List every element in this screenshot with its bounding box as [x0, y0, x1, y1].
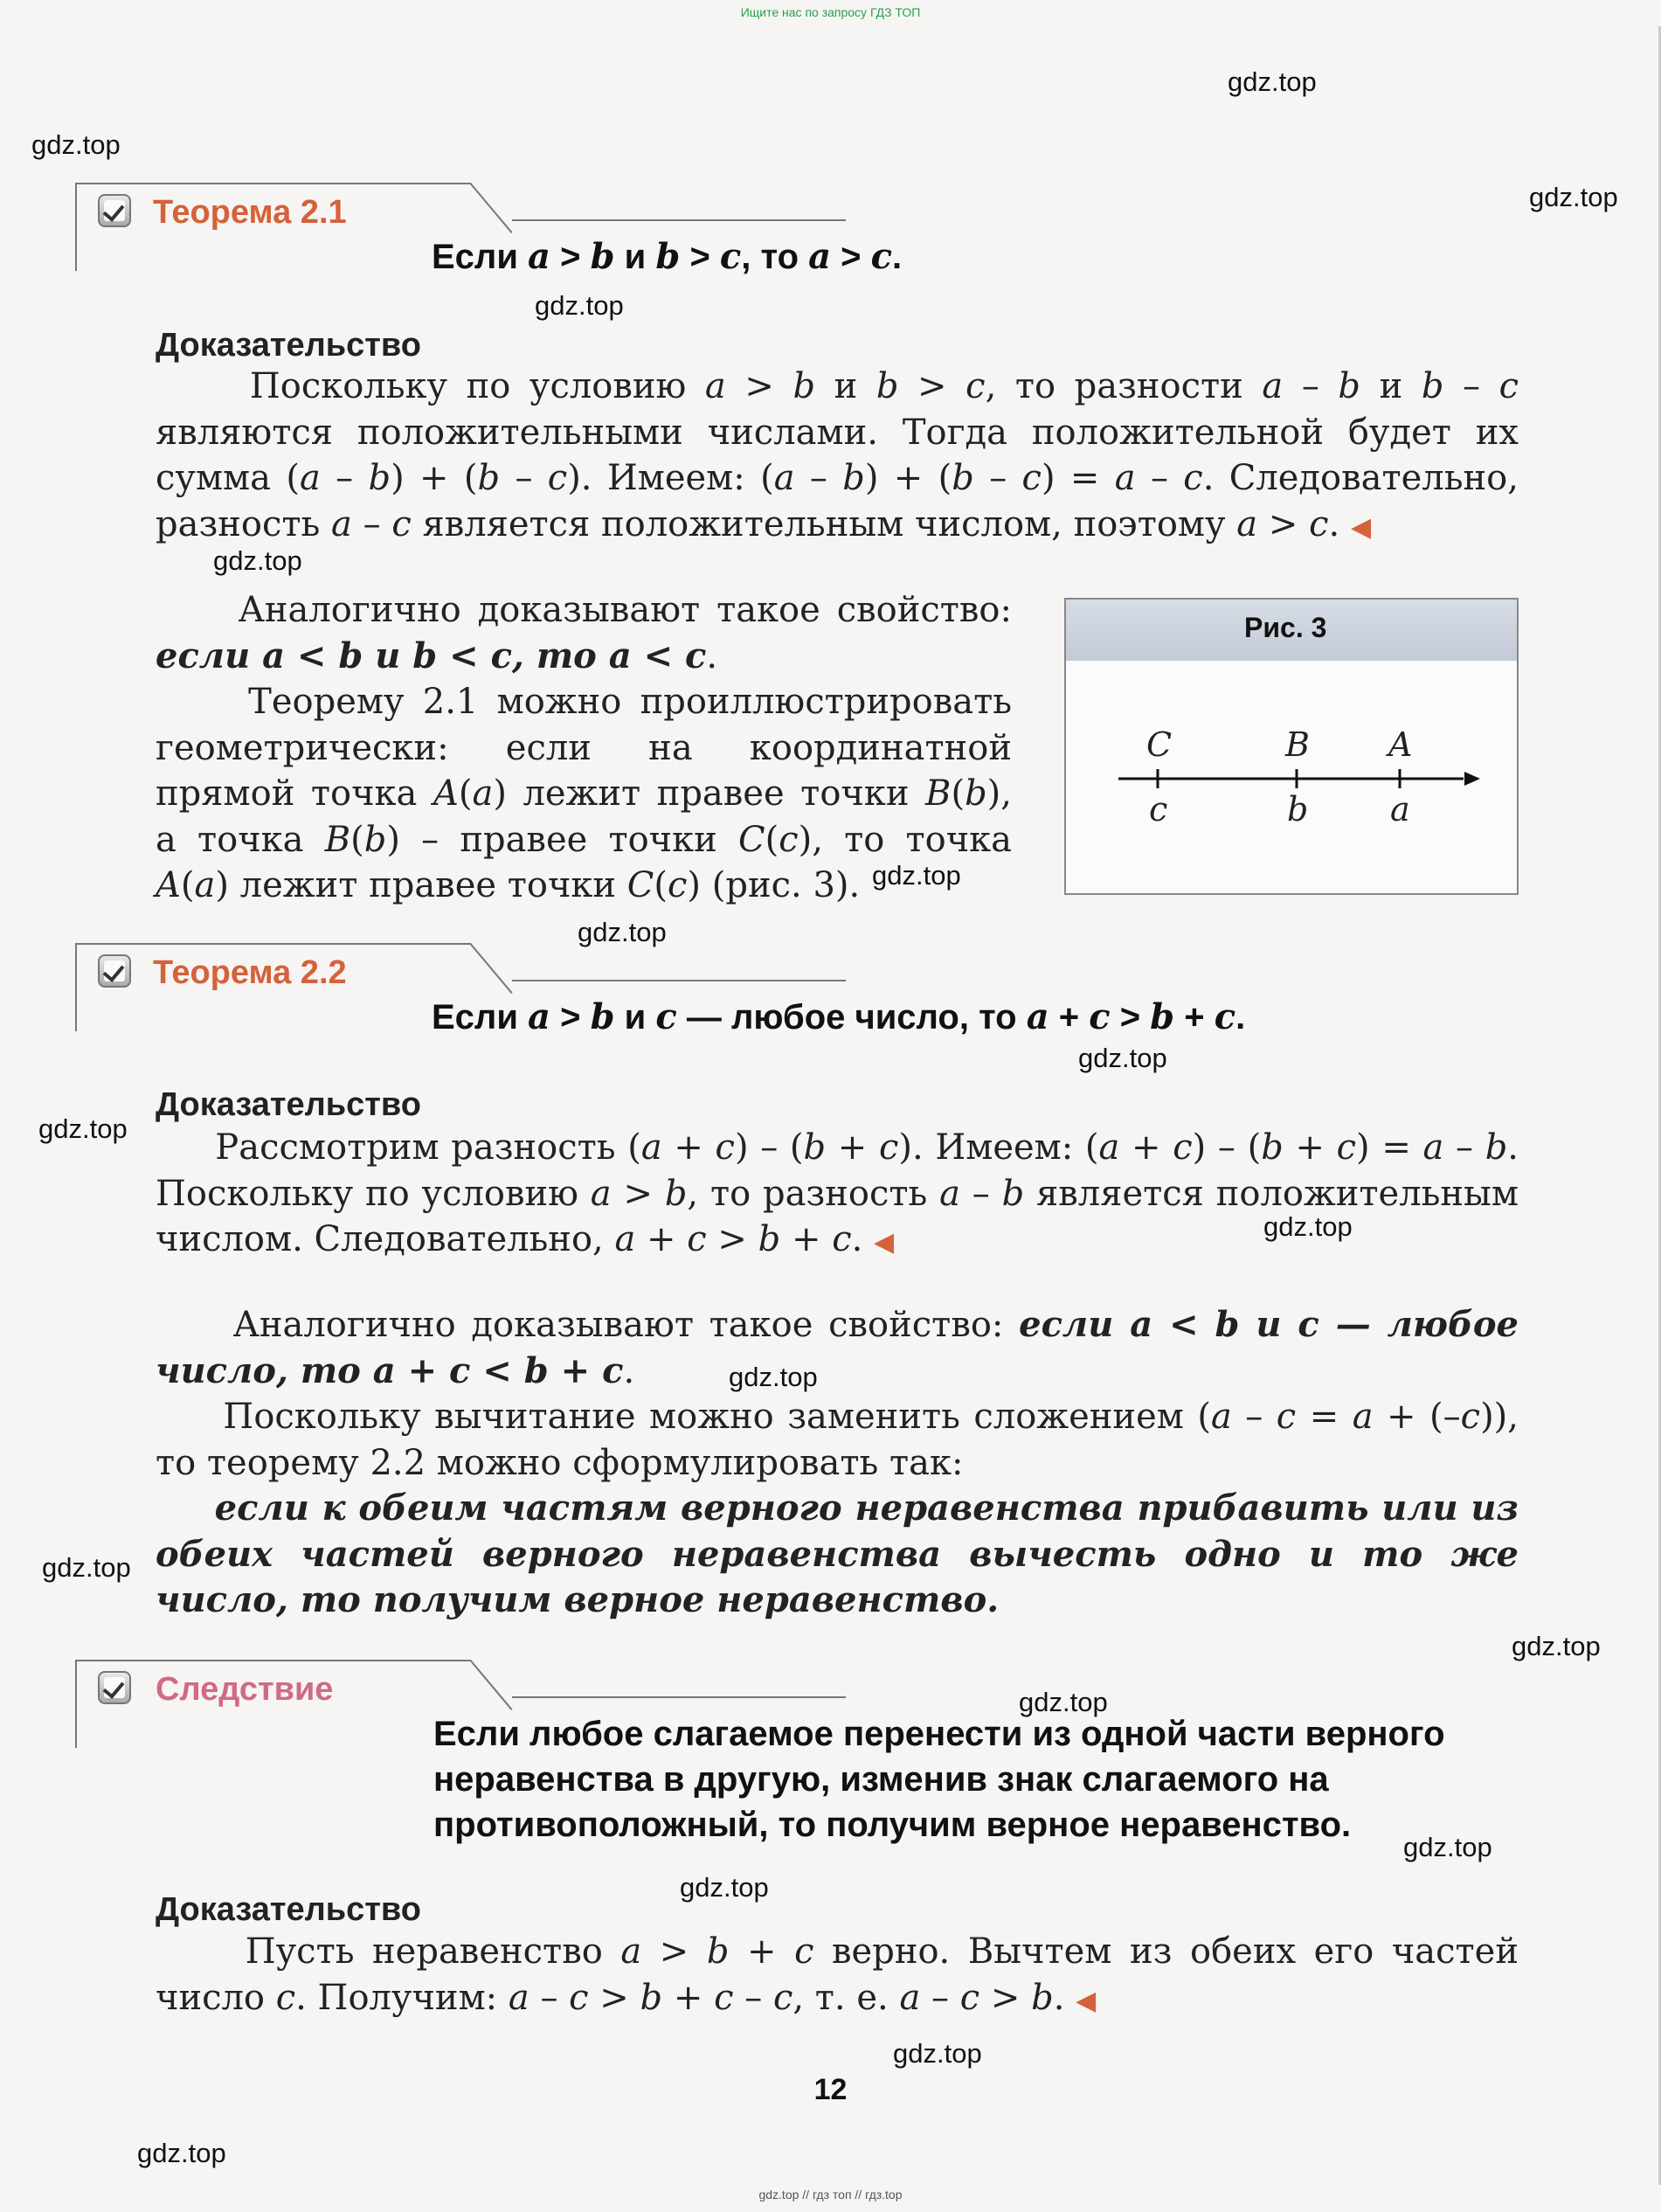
coord-label-lower: b — [1287, 790, 1309, 829]
page-number: 12 — [813, 2073, 848, 2106]
watermark: gdz.top — [680, 1872, 769, 1903]
reformulation-text: если к обеим частям верного неравенства прибавить или из обеих частей верного неравенства вычесть одно и то же число, то получим верное неравенство. — [156, 1487, 1519, 1620]
top-banner: Ищите нас по запросу ГДЗ ТОП — [740, 5, 921, 19]
corollary-statement: Если любое слагаемое перенести из одной части верного неравенства в другую, изменив знак слагаемого на противоположный, то получим верное неравенство. — [433, 1715, 1445, 1844]
frame-line — [75, 1660, 471, 1661]
watermark: gdz.top — [42, 1552, 131, 1583]
frame-line — [75, 1661, 77, 1748]
bottom-banner: gdz.top // гдз топ // гдз.top — [758, 2188, 903, 2202]
watermark: gdz.top — [1019, 1687, 1108, 1717]
theorem-statement: Если a > b и c — любое число, то a + c > b + c. — [432, 996, 1246, 1037]
figure-title: Рис. 3 — [1244, 612, 1327, 643]
frame-line — [512, 980, 846, 981]
watermark: gdz.top — [1403, 1832, 1492, 1862]
watermark: gdz.top — [872, 860, 961, 891]
figure-number-line — [1064, 598, 1519, 895]
frame-line — [75, 184, 77, 271]
theorem-check-icon — [98, 194, 131, 227]
proof-heading: Доказательство — [156, 1891, 421, 1928]
proof-text: Рассмотрим разность (a + c) – (b + c). Имеем: (a + c) – (b + c) = a – b. Поскольку по условию a > b, то разность a – b является положительным числом. Следовательно, a + c > b + c. ◀ — [156, 1127, 1519, 1259]
frame-line — [469, 943, 512, 994]
theorem-title: Теорема 2.2 — [153, 954, 347, 991]
coord-label-lower: a — [1390, 790, 1410, 829]
theorem-check-icon — [98, 954, 131, 988]
frame-line — [512, 1696, 846, 1698]
watermark: gdz.top — [137, 2138, 226, 2168]
frame-line — [75, 183, 471, 184]
frame-line — [75, 943, 471, 945]
theorem-statement: Если a > b и b > c, то a > c. — [432, 236, 903, 277]
frame-line — [469, 183, 512, 233]
proof-text: Пусть неравенство a > b + c верно. Вычтем из обеих его частей число c. Получим: a – c > b + c – c, т. е. a – c > b. ◀ — [156, 1931, 1519, 2018]
proof-heading: Доказательство — [156, 327, 421, 364]
watermark: gdz.top — [1078, 1043, 1167, 1073]
corollary-check-icon — [98, 1671, 131, 1704]
geometric-text: Теорему 2.1 можно проиллюстрировать геометрически: если на координатной прямой точка A(a) лежит правее точки B(b), а точка B(b) – правее точки C(c), то точка A(a) лежит правее точки C(c) (рис. 3). — [156, 682, 1012, 905]
frame-line — [512, 219, 846, 221]
watermark: gdz.top — [578, 917, 667, 947]
watermark: gdz.top — [1263, 1211, 1353, 1242]
axis-arrow — [1464, 772, 1480, 786]
watermark: gdz.top — [893, 2038, 982, 2069]
point-label-upper: C — [1146, 725, 1173, 764]
watermark: gdz.top — [38, 1113, 128, 1144]
proof-text: Поскольку по условию a > b и b > c, то разности a – b и b – c являются положительными числами. Тогда положительной будет их сумма (a – b) + (b – c). Имеем: (a – b) + (b – c) = a – c. Следовательно, разность a – c является положительным числом, поэтому a > c. ◀ — [156, 366, 1519, 544]
corollary-title: Следствие — [156, 1671, 334, 1708]
frame-line — [75, 944, 77, 1031]
frame-line — [469, 1660, 512, 1710]
subtraction-text: Поскольку вычитание можно заменить сложением (a – c = a + (–c)), то теорему 2.2 можно сформулировать так: — [156, 1397, 1519, 1483]
analog-text: Аналогично доказывают такое свойство: если a < b и b < c, то a < c. — [156, 590, 1012, 676]
watermark: gdz.top — [535, 290, 624, 321]
theorem-title: Теорема 2.1 — [153, 194, 347, 231]
watermark: gdz.top — [213, 545, 302, 576]
coord-label-lower: c — [1149, 790, 1168, 829]
watermark: gdz.top — [1529, 182, 1618, 212]
watermark: gdz.top — [729, 1362, 818, 1392]
point-label-upper: A — [1388, 725, 1413, 764]
watermark: gdz.top — [1512, 1631, 1601, 1661]
point-label-upper: B — [1285, 725, 1310, 764]
watermark: gdz.top — [31, 129, 121, 160]
analog-text: Аналогично доказывают такое свойство: если a < b и c — любое число, то a + c < b + c. — [156, 1304, 1519, 1391]
watermark: gdz.top — [1228, 66, 1317, 97]
proof-heading: Доказательство — [156, 1086, 421, 1123]
